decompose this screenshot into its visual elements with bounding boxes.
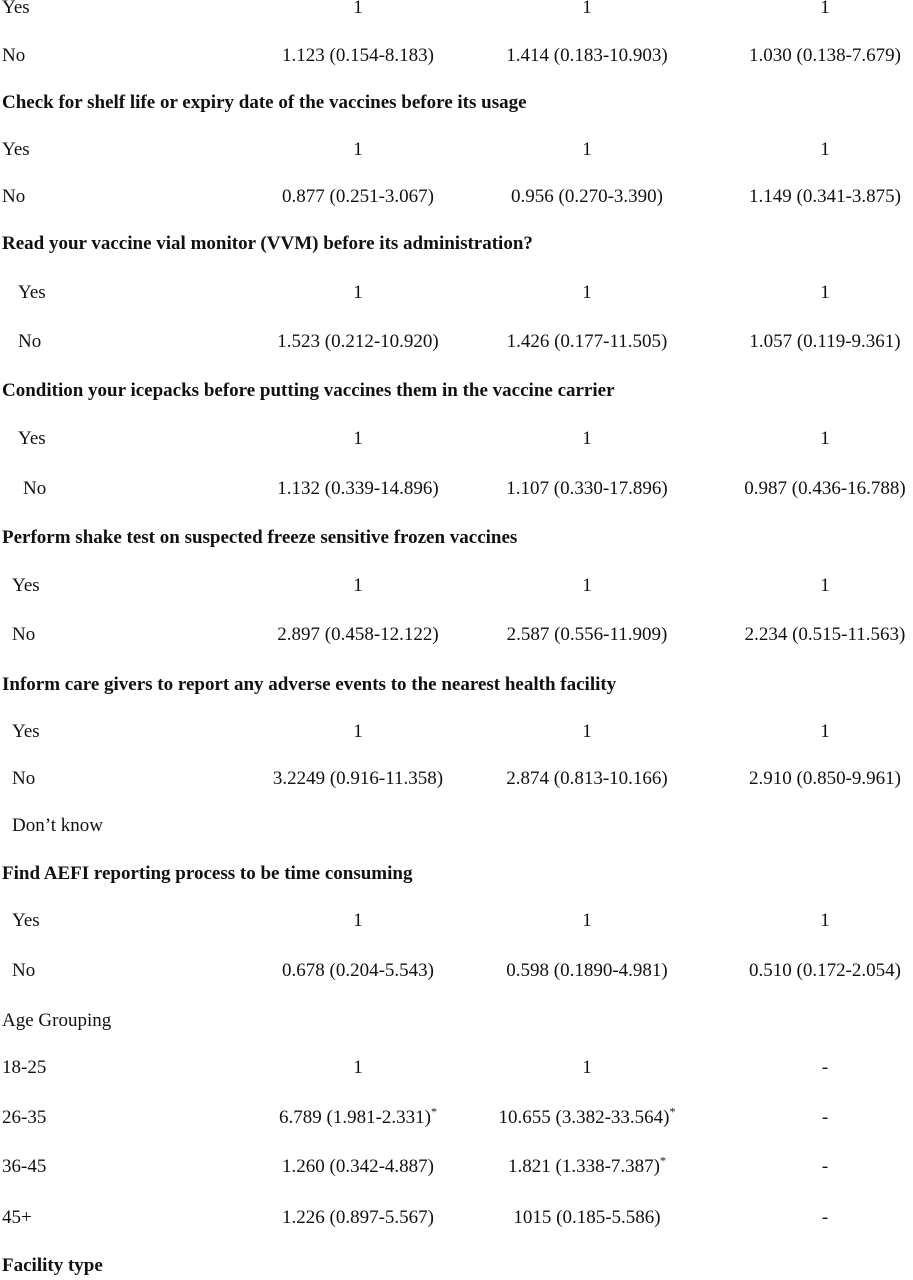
table-row bbox=[0, 718, 913, 746]
cell-col3: 2.910 (0.850-9.961) bbox=[749, 768, 901, 789]
table-row bbox=[0, 765, 913, 793]
row-label: Yes bbox=[12, 575, 40, 596]
cell-col3: 2.234 (0.515-11.563) bbox=[744, 624, 906, 645]
cell-col2 bbox=[508, 1153, 666, 1181]
row-label: No bbox=[2, 45, 26, 66]
row-label: Yes bbox=[2, 0, 30, 18]
row-label: No bbox=[18, 331, 42, 352]
cell-col3: 1 bbox=[820, 139, 830, 160]
cell-col3: - bbox=[821, 1057, 829, 1078]
heading-label: Inform care givers to report any adverse events to the nearest health facility bbox=[2, 674, 617, 695]
cell-col2: 1 bbox=[582, 428, 592, 449]
cell-col3: - bbox=[821, 1156, 829, 1177]
row-label: 18-25 bbox=[2, 1057, 47, 1078]
cell-col3: 1.057 (0.119-9.361) bbox=[749, 331, 901, 352]
table-row bbox=[0, 572, 913, 600]
heading-label: Facility type bbox=[2, 1255, 103, 1276]
section-heading bbox=[0, 671, 913, 699]
cell-col2 bbox=[499, 1104, 676, 1132]
cell-col3: 0.987 (0.436-16.788) bbox=[744, 478, 906, 499]
significance-marker: * bbox=[659, 1153, 666, 1168]
cell-value: 6.789 (1.981-2.331) bbox=[279, 1107, 431, 1128]
cell-col2: 1.107 (0.330-17.896) bbox=[506, 478, 668, 499]
cell-col1: 1.132 (0.339-14.896) bbox=[277, 478, 439, 499]
cell-col1: 1 bbox=[353, 428, 363, 449]
cell-col1: 1 bbox=[353, 1057, 363, 1078]
section-heading bbox=[0, 89, 913, 117]
row-label: Yes bbox=[18, 282, 46, 303]
table-row bbox=[0, 475, 913, 503]
cell-col2: 1 bbox=[582, 139, 592, 160]
cell-col2: 1 bbox=[582, 575, 592, 596]
row-label: No bbox=[12, 624, 36, 645]
cell-col1: 1 bbox=[353, 575, 363, 596]
cell-col2: 1015 (0.185-5.586) bbox=[513, 1207, 661, 1228]
table-row bbox=[0, 136, 913, 164]
table-row bbox=[0, 1054, 913, 1082]
cell-col2: 1 bbox=[582, 1057, 592, 1078]
cell-col1 bbox=[279, 1104, 437, 1132]
cell-col1: 1.260 (0.342-4.887) bbox=[282, 1156, 434, 1177]
cell-col1: 0.678 (0.204-5.543) bbox=[282, 960, 434, 981]
cell-col1: 1.123 (0.154-8.183) bbox=[282, 45, 434, 66]
cell-col2: 0.956 (0.270-3.390) bbox=[511, 186, 663, 207]
table-row bbox=[0, 0, 913, 22]
table-row bbox=[0, 328, 913, 356]
row-label: Yes bbox=[18, 428, 46, 449]
row-label: 45+ bbox=[2, 1207, 32, 1228]
table-row bbox=[0, 1104, 913, 1132]
section-heading bbox=[0, 1252, 913, 1280]
row-label: Yes bbox=[12, 910, 40, 931]
table-row bbox=[0, 621, 913, 649]
table-row bbox=[0, 42, 913, 70]
cell-value: 1.821 (1.338-7.387) bbox=[508, 1156, 660, 1177]
cell-col3: 1 bbox=[820, 575, 830, 596]
cell-col1: 1 bbox=[353, 139, 363, 160]
table-row bbox=[0, 279, 913, 307]
cell-col3: 1.030 (0.138-7.679) bbox=[749, 45, 901, 66]
cell-col3: 1 bbox=[820, 721, 830, 742]
heading-label: Condition your icepacks before putting vaccines them in the vaccine carrier bbox=[2, 380, 615, 401]
section-heading bbox=[0, 377, 913, 405]
cell-col3: 1 bbox=[820, 428, 830, 449]
significance-marker: * bbox=[669, 1104, 676, 1119]
table-row bbox=[0, 1204, 913, 1232]
cell-col1: 2.897 (0.458-12.122) bbox=[277, 624, 439, 645]
table-row bbox=[0, 957, 913, 985]
row-label: No bbox=[12, 960, 36, 981]
cell-col3: 1 bbox=[820, 910, 830, 931]
cell-col3: 1.149 (0.341-3.875) bbox=[749, 186, 901, 207]
cell-col2: 1 bbox=[582, 910, 592, 931]
cell-col2: 1 bbox=[582, 721, 592, 742]
cell-col2: 1.414 (0.183-10.903) bbox=[506, 45, 668, 66]
table-row bbox=[0, 425, 913, 453]
cell-col2: 1 bbox=[582, 0, 592, 18]
section-heading bbox=[0, 524, 913, 552]
heading-label: Check for shelf life or expiry date of the vaccines before its usage bbox=[2, 92, 527, 113]
heading-label: Find AEFI reporting process to be time consuming bbox=[2, 863, 413, 884]
cell-col1: 1 bbox=[353, 721, 363, 742]
heading-label: Read your vaccine vial monitor (VVM) before its administration? bbox=[2, 233, 533, 254]
cell-col3: 1 bbox=[820, 282, 830, 303]
heading-label: Perform shake test on suspected freeze sensitive frozen vaccines bbox=[2, 527, 518, 548]
cell-col1: 1 bbox=[353, 282, 363, 303]
cell-col2: 1 bbox=[582, 282, 592, 303]
table-row bbox=[0, 812, 913, 840]
row-label: No bbox=[23, 478, 47, 499]
table-row bbox=[0, 1007, 913, 1035]
cell-col2: 1.426 (0.177-11.505) bbox=[506, 331, 668, 352]
row-label: No bbox=[12, 768, 36, 789]
cell-col3: - bbox=[821, 1107, 829, 1128]
cell-col2: 2.874 (0.813-10.166) bbox=[506, 768, 668, 789]
cell-col1: 1 bbox=[353, 910, 363, 931]
cell-col3: - bbox=[821, 1207, 829, 1228]
row-label: Don’t know bbox=[12, 815, 103, 836]
cell-col1: 1 bbox=[353, 0, 363, 18]
cell-col1: 1.226 (0.897-5.567) bbox=[282, 1207, 434, 1228]
row-label: Yes bbox=[2, 139, 30, 160]
row-label: Age Grouping bbox=[2, 1010, 112, 1031]
cell-col3: 1 bbox=[820, 0, 830, 18]
cell-value: 10.655 (3.382-33.564) bbox=[498, 1107, 670, 1128]
section-heading bbox=[0, 230, 913, 258]
table-row bbox=[0, 183, 913, 211]
table-row bbox=[0, 907, 913, 935]
cell-col2: 0.598 (0.1890-4.981) bbox=[506, 960, 668, 981]
row-label: No bbox=[2, 186, 26, 207]
row-label: 26-35 bbox=[2, 1107, 47, 1128]
row-label: Yes bbox=[12, 721, 40, 742]
cell-col1: 0.877 (0.251-3.067) bbox=[282, 186, 434, 207]
significance-marker: * bbox=[430, 1104, 437, 1119]
cell-col2: 2.587 (0.556-11.909) bbox=[506, 624, 668, 645]
cell-col1: 3.2249 (0.916-11.358) bbox=[272, 768, 444, 789]
table-row bbox=[0, 1153, 913, 1181]
cell-col1: 1.523 (0.212-10.920) bbox=[277, 331, 439, 352]
cell-col3: 0.510 (0.172-2.054) bbox=[749, 960, 901, 981]
section-heading bbox=[0, 860, 913, 888]
row-label: 36-45 bbox=[2, 1156, 47, 1177]
